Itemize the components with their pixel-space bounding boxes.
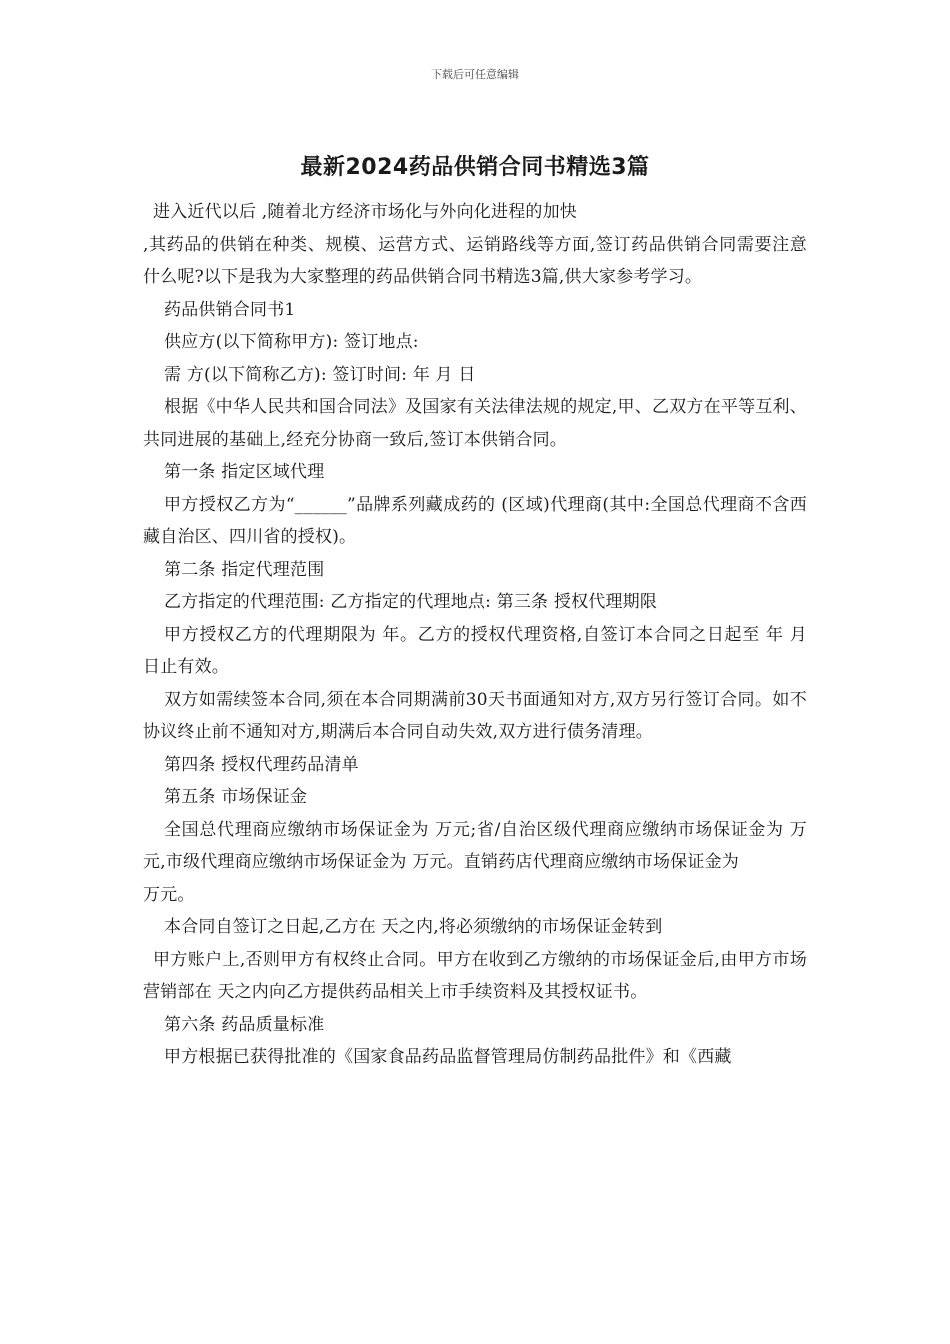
paragraph: 甲方账户上,否则甲方有权终止合同。甲方在收到乙方缴纳的市场保证金后,由甲方市场营销部在 天之内向乙方提供药品相关上市手续资料及其授权证书。: [143, 949, 807, 1002]
article-heading: 第一条 指定区域代理: [164, 462, 325, 482]
article-heading: 第二条 指定代理范围: [164, 559, 325, 580]
article-heading: 第四条 授权代理药品清单: [164, 754, 359, 775]
paragraph: 本合同自签订之日起,乙方在 天之内,将必须缴纳的市场保证金转到: [164, 917, 663, 937]
document-body: [143, 196, 807, 1074]
paragraph: 甲方根据已获得批准的《国家食品药品监督管理局仿制药品批件》和《西藏: [164, 1047, 732, 1067]
paragraph: 供应方(以下简称甲方): 签订地点:: [164, 332, 419, 352]
paragraph: 万元。: [143, 884, 195, 905]
paragraph: 需 方(以下简称乙方): 签订时间: 年 月 日: [164, 364, 476, 385]
header-note: 下载后可任意编辑: [431, 68, 519, 81]
paragraph-intro: 进入近代以后 ,随着北方经济市场化与外向化进程的加快: [153, 202, 578, 222]
paragraph: 乙方指定的代理范围: 乙方指定的代理地点: 第三条 授权代理期限: [164, 592, 658, 612]
paragraph: 全国总代理商应缴纳市场保证金为 万元;省/自治区级代理商应缴纳市场保证金为 万元,市级代理商应缴纳市场保证金为 万元。直销药店代理商应缴纳市场保证金为: [143, 819, 807, 872]
paragraph-intro-continued: ,其药品的供销在种类、规模、运营方式、运销路线等方面,签订药品供销合同需要注意什么呢?以下是我为大家整理的药品供销合同书精选3篇,供大家参考学习。: [143, 234, 807, 287]
article-heading: 第六条 药品质量标准: [164, 1014, 325, 1035]
paragraph: 根据《中华人民共和国合同法》及国家有关法律法规的规定,甲、乙双方在平等互利、共同进展的基础上,经充分协商一致后,签订本供销合同。: [143, 397, 807, 450]
section-heading: 药品供销合同书1: [164, 299, 296, 320]
paragraph: 甲方授权乙方为“______”品牌系列藏成药的 (区域)代理商(其中:全国总代理商不含西藏自治区、四川省的授权)。: [143, 494, 807, 547]
document-title: 最新2024药品供销合同书精选3篇: [300, 155, 650, 180]
paragraph: 甲方授权乙方的代理期限为 年。乙方的授权代理资格,自签订本合同之日起至 年 月 日止有效。: [143, 624, 807, 677]
article-heading: 第五条 市场保证金: [164, 787, 308, 807]
paragraph: 双方如需续签本合同,须在本合同期满前30天书面通知对方,双方另行签订合同。如不协议终止前不通知对方,期满后本合同自动失效,双方进行债务清理。: [143, 689, 807, 742]
